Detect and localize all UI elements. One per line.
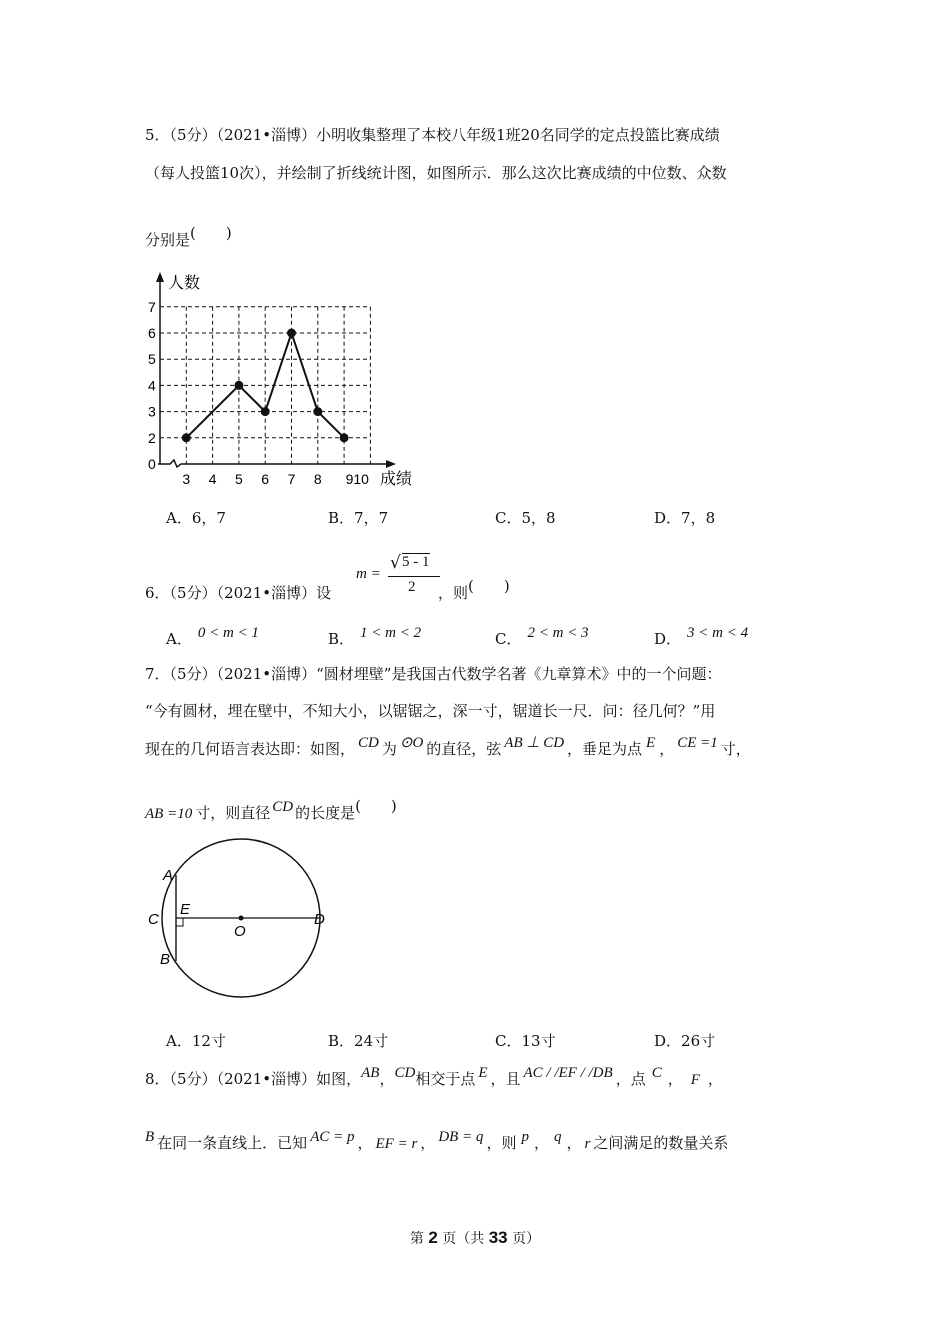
q7-option-d: D．26寸 xyxy=(654,1032,716,1050)
x-axis xyxy=(158,460,392,467)
answer-paren: ( ) xyxy=(190,224,232,242)
q7-line1: 7．（5分）（2021•淄博）“圆材埋壁”是我国古代数学名著《九章算术》中的一个问题： xyxy=(145,665,722,683)
y-tick-label: 5 xyxy=(148,351,156,368)
x-tick-label: 6 xyxy=(261,471,270,487)
data-point xyxy=(261,407,270,416)
x-tick-label: 5 xyxy=(235,471,243,487)
q5-option-c: C．5，8 xyxy=(495,509,556,527)
x-tick-label: 7 xyxy=(287,471,296,487)
x-axis-arrow xyxy=(386,460,396,468)
data-point xyxy=(287,329,296,338)
x-tick-label: 3 xyxy=(182,471,191,487)
q5-line2: （每人投篮10次），并绘制了折线统计图，如图所示．那么这次比赛成绩的中位数、众数 xyxy=(145,164,727,182)
q7-line2: “今有圆材，埋在壁中，不知大小，以锯锯之，深一寸，锯道长一尺．问：径几何？”用 xyxy=(145,702,716,720)
q5-option-b: B．7，7 xyxy=(328,509,389,527)
x-tick-label: 4 xyxy=(208,471,217,487)
y-tick-label: 7 xyxy=(148,298,156,315)
y-axis-title: 人数 xyxy=(168,275,201,292)
q7-line4: AB =10 寸，则直径 CD 的长度是( ) xyxy=(145,797,397,822)
label-o: O xyxy=(234,923,246,940)
x-axis-title: 成绩 xyxy=(380,471,413,488)
y-tick-label: 3 xyxy=(148,403,156,420)
y-tick-label: 0 xyxy=(148,456,156,472)
q7-option-b: B．24寸 xyxy=(328,1032,389,1050)
numerator: 5 - 1 xyxy=(402,554,430,570)
page-number: 2 xyxy=(428,1228,438,1247)
q6-option-c: C． 2 < m < 3 xyxy=(495,625,589,648)
q6-option-b: B． 1 < m < 2 xyxy=(328,625,422,648)
m-variable: m = xyxy=(356,566,381,582)
q6-suffix: ，则( ) xyxy=(438,577,510,602)
q5-option-d: D．7，8 xyxy=(654,509,716,527)
total-pages: 33 xyxy=(488,1228,508,1247)
label-a: A xyxy=(163,867,174,884)
line-chart xyxy=(140,268,420,498)
q7-option-a: A．12寸 xyxy=(166,1032,226,1050)
circle-figure xyxy=(140,838,340,1018)
y-tick-label: 2 xyxy=(148,429,156,446)
q6-option-a: A． 0 < m < 1 xyxy=(166,625,259,648)
q6-option-d: D． 3 < m < 4 xyxy=(654,625,749,648)
q5-line1: 5．（5分）（2021•淄博）小明收集整理了本校八年级1班20名同学的定点投篮比赛成绩 xyxy=(145,126,720,144)
y-tick-label: 4 xyxy=(148,377,156,394)
y-tick-label: 6 xyxy=(148,325,156,341)
right-angle-mark xyxy=(176,918,183,926)
page-footer: 第 2 页（共 33 页） xyxy=(409,1228,541,1247)
q7-option-c: C．13寸 xyxy=(495,1032,556,1050)
q6-prefix: 6．（5分）（2021•淄博）设 xyxy=(145,584,332,602)
label-b: B xyxy=(160,951,171,968)
data-point xyxy=(182,433,191,442)
q5-line3: 分别是( ) xyxy=(145,224,232,249)
center-dot xyxy=(239,916,244,921)
data-point xyxy=(313,407,322,416)
sqrt-symbol: √ xyxy=(390,553,401,573)
q7-line3: 现在的几何语言表达即：如图， CD 为 ⊙O 的直径，弦 AB ⊥ CD ，垂足为点 E ， CE =1 寸， xyxy=(145,735,751,758)
data-point xyxy=(340,433,349,442)
label-c: C xyxy=(148,911,159,928)
q8-line1: 8．（5分）（2021•淄博）如图，AB，CD相交于点 E ，且 AC / /EF / /DB ，点 C ， F ， xyxy=(145,1065,723,1088)
q5-option-a: A．6，7 xyxy=(166,509,226,527)
x-tick-label: 910 xyxy=(345,471,369,487)
label-d: D xyxy=(314,911,325,928)
y-axis-arrow xyxy=(156,272,164,282)
data-point xyxy=(234,381,243,390)
denominator: 2 xyxy=(408,579,416,595)
q8-line2: B 在同一条直线上．已知 AC = p ， EF = r ， DB = q ，则 p ， q ， r 之间满足的数量关系 xyxy=(145,1129,729,1152)
x-tick-label: 8 xyxy=(313,471,322,487)
label-e: E xyxy=(180,901,191,918)
